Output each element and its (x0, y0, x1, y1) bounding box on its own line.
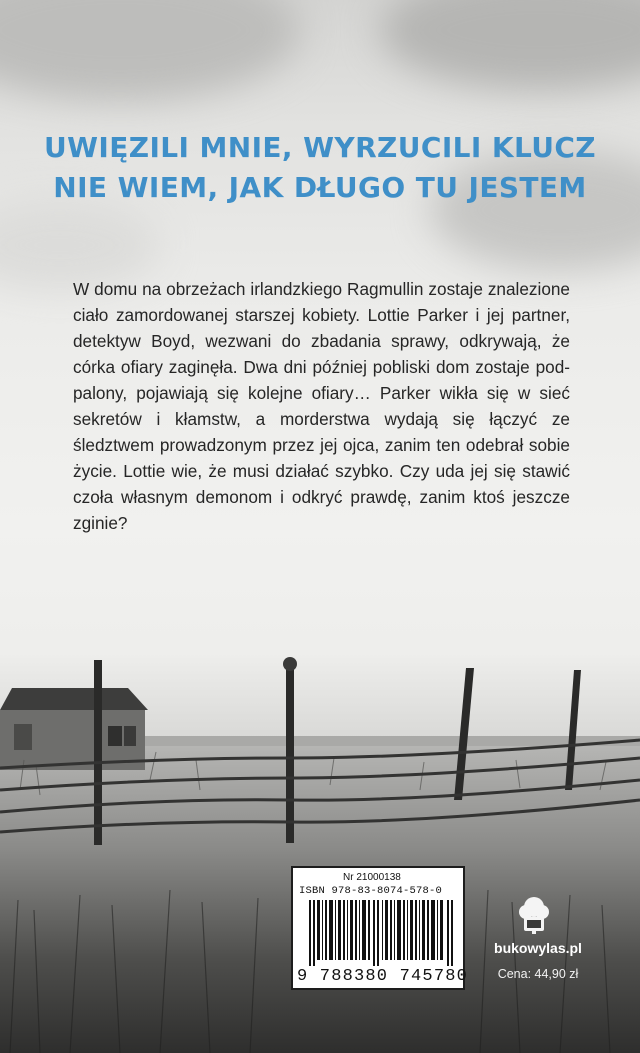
book-blurb: W domu na obrzeżach irlandzkiego Ragmullin zostaje znalezione ciało zamordowanej starszej kobiety. Lottie Parker i jej partner, detektyw Boyd, wezwani do zbadania sprawy, odkrywają, że córka ofiary zaginęła. Dwa dni później pobliski dom zostaje podpalony, pojawiają się kolejne ofiary… Parker wikła się w sieć sekretów i kłamstw, a morderstwa wydają się łączyć ze śledztwem prowadzonym przez jej ojca, zanim ten odebrał sobie życie. Lottie wie, że musi działać szybko. Czy uda jej się stawić czoła własnym demonom i odkryć prawdę, zanim ktoś jeszcze zginie? (73, 279, 570, 533)
barcode-icon (309, 900, 453, 966)
barcode-digits: 9 788380 745780 (297, 967, 469, 986)
isbn: ISBN 978-83-8074-578-0 (299, 885, 443, 897)
tree-icon (515, 895, 553, 935)
cloud (0, 0, 300, 100)
tagline-line-1: UWIĘZILI MNIE, WYRZUCILI KLUCZ (44, 131, 596, 164)
catalog-number: Nr 21000138 (343, 872, 401, 883)
landscape-illustration (0, 640, 640, 1053)
publisher-name: bukowylas.pl (494, 940, 582, 956)
barcode-label (291, 866, 469, 990)
tagline-line-2: NIE WIEM, JAK DŁUGO TU JESTEM (53, 171, 587, 204)
farmhouse (0, 688, 148, 770)
price-label: Cena: 44,90 zł (497, 967, 579, 981)
tagline (0, 128, 640, 208)
cloud (380, 0, 640, 90)
